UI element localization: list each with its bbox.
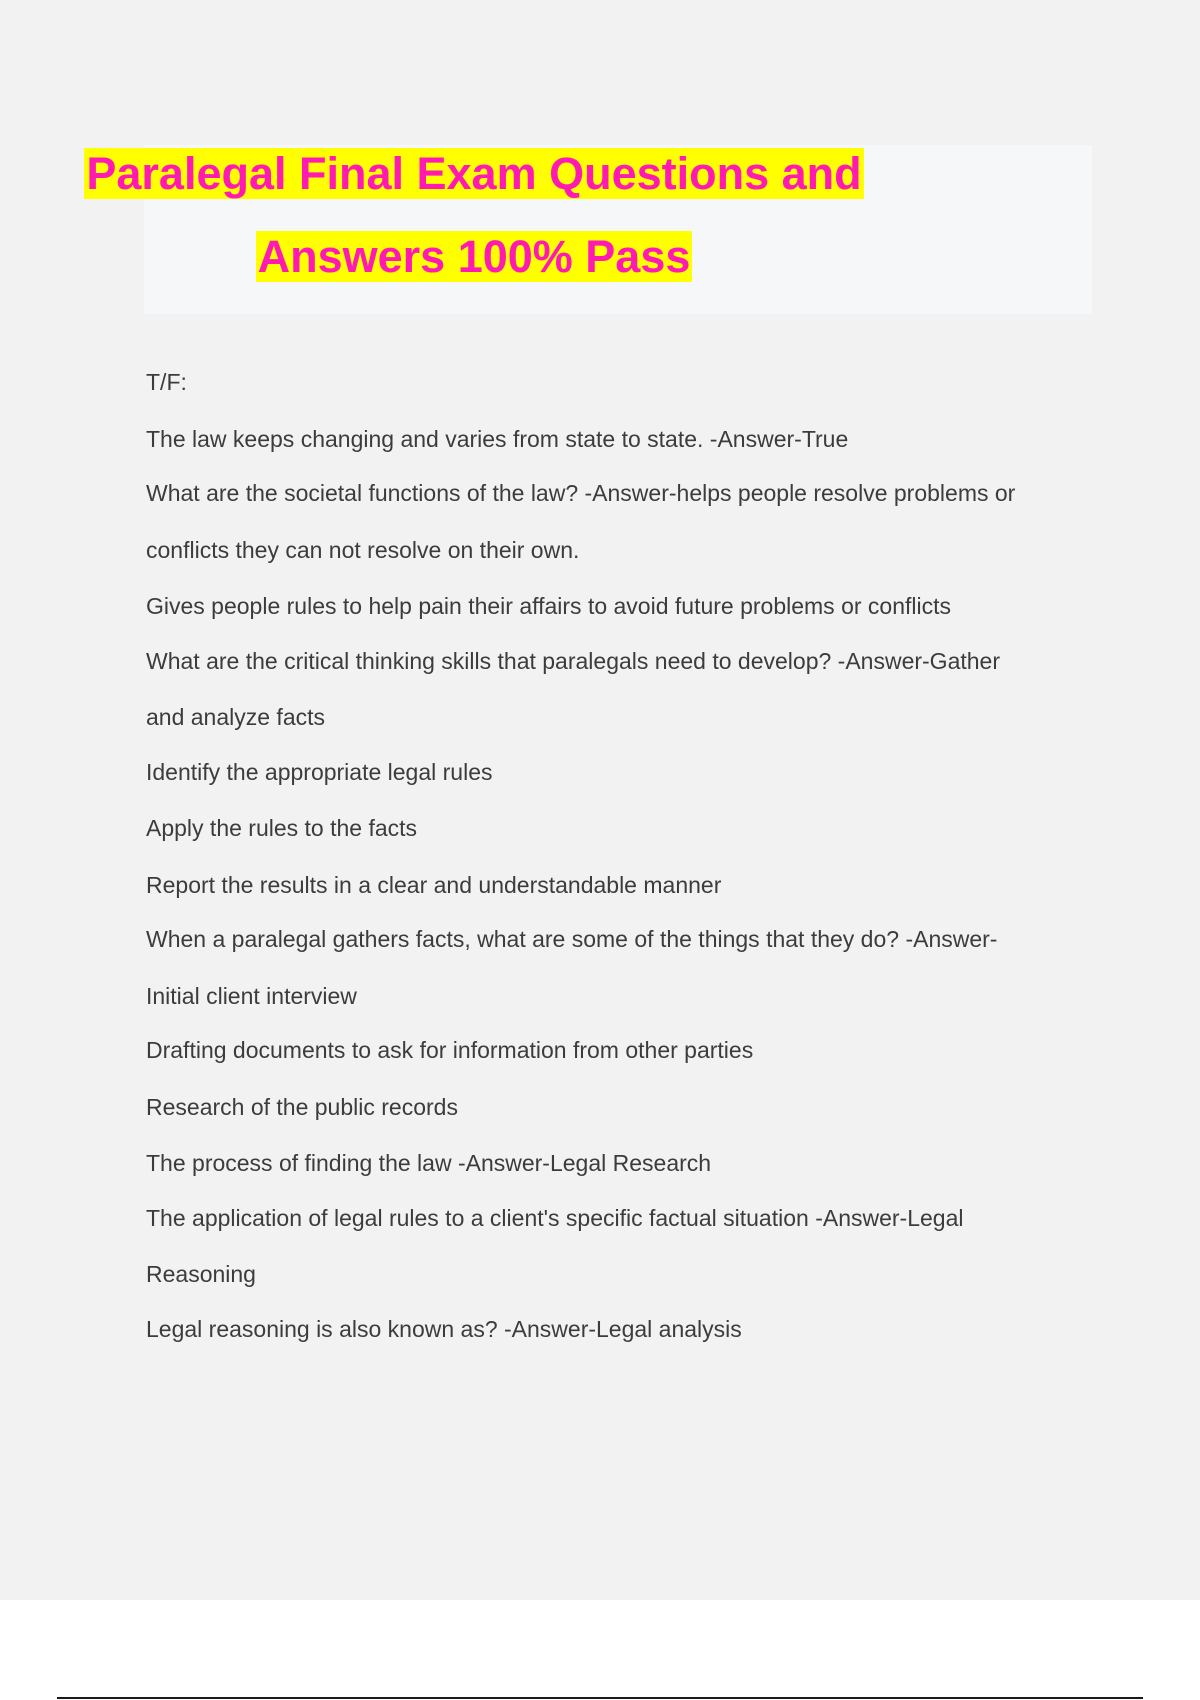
text-line: Identify the appropriate legal rules [146,759,493,785]
text-line: conflicts they can not resolve on their own. [146,537,580,563]
text-line: When a paralegal gathers facts, what are some of the things that they do? -Answer- [146,926,998,952]
text-line: What are the critical thinking skills that paralegals need to develop? -Answer-Gather [146,648,1000,674]
text-line: Reasoning [146,1261,256,1287]
text-line: The application of legal rules to a client's specific factual situation -Answer-Legal [146,1205,964,1231]
text-line: The process of finding the law -Answer-Legal Research [146,1150,712,1176]
text-line: Research of the public records [146,1094,458,1120]
text-line: Gives people rules to help pain their affairs to avoid future problems or conflicts [146,593,951,619]
text-line: Legal reasoning is also known as? -Answer-Legal analysis [146,1316,742,1342]
document-title-line-1: Paralegal Final Exam Questions and [86,148,862,199]
text-line: What are the societal functions of the law? -Answer-helps people resolve problems or [146,480,1016,506]
text-line: Apply the rules to the facts [146,815,418,841]
text-line: The law keeps changing and varies from state to state. -Answer-True [146,426,849,452]
document-title-line-2: Answers 100% Pass [257,231,691,282]
footer-divider [57,1697,1143,1699]
text-line: T/F: [146,369,187,395]
text-line: and analyze facts [146,704,326,730]
text-line: Drafting documents to ask for information from other parties [146,1037,754,1063]
text-line: Report the results in a clear and understandable manner [146,872,722,898]
text-line: Initial client interview [146,983,357,1009]
